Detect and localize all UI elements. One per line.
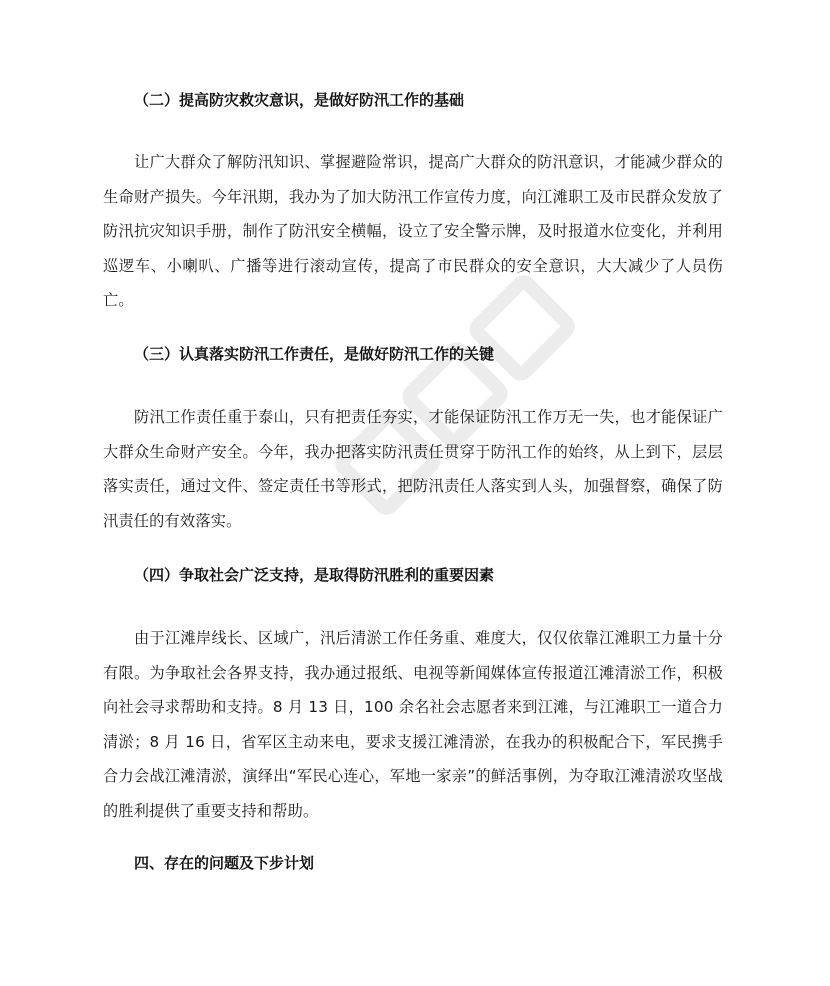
- section-heading-2: （二）提高防灾救灾意识，是做好防汛工作的基础: [134, 91, 465, 109]
- section-paragraph-4: 由于江滩岸线长、区域广，汛后清淤工作任务重、难度大，仅仅依靠江滩职工力量十分有限。为争取社会各界支持，我办通过报纸、电视等新闻媒体宣传报道江滩清淤工作，积极向社会寻求帮助和支持。8 月 13 日，100 余名社会志愿者来到江滩，与江滩职工一道合力清淤；8 月 16 日，省军区主动来电，要求支援江滩清淤，在我办的积极配合下，军民携手合力会战江滩清淤，演绎出“军民心连心，军地一家亲”的鲜活事例，为夺取江滩清淤攻坚战的胜利提供了重要支持和帮助。: [103, 629, 723, 820]
- chapter-heading: 四、存在的问题及下步计划: [134, 854, 315, 872]
- section-heading-4: （四）争取社会广泛支持，是取得防汛胜利的重要因素: [134, 566, 495, 584]
- section-paragraph-2: 让广大群众了解防汛知识、掌握避险常识，提高广大群众的防汛意识，才能减少群众的生命财产损失。今年汛期，我办为了加大防汛工作宣传力度，向江滩职工及市民群众发放了防汛抗灾知识手册，制作了防汛安全横幅，设立了安全警示牌，及时报道水位变化，并利用巡逻车、小喇叭、广播等进行滚动宣传，提高了市民群众的安全意识，大大减少了人员伤亡。: [103, 153, 723, 309]
- section-paragraph-3: 防汛工作责任重于泰山，只有把责任夯实，才能保证防汛工作万无一失，也才能保证广大群众生命财产安全。今年，我办把落实防汛责任贯穿于防汛工作的始终，从上到下，层层落实责任，通过文件、签定责任书等形式，把防汛责任人落实到人头，加强督察，确保了防汛责任的有效落实。: [103, 408, 723, 530]
- section-heading-3: （三）认真落实防汛工作责任，是做好防汛工作的关键: [134, 345, 495, 363]
